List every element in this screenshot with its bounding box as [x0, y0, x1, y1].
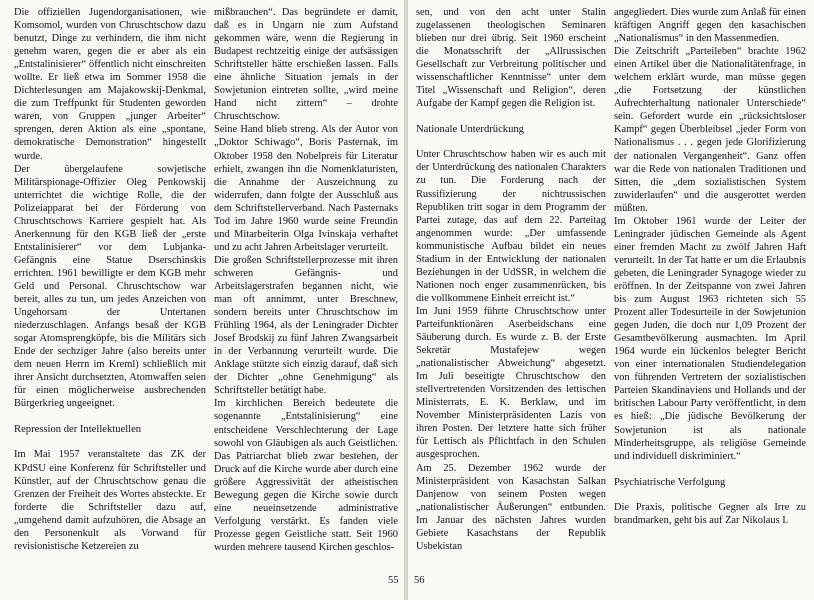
paragraph: mißbrauchen“. Das begründete er damit, daß es in Ungarn nie zum Aufstand gekommen wäre, wenn die Regierung in Budapest rechtzeitig einige der aufsässigen Schriftsteller hätte erschießen lassen. Falls eine ähnliche Situation jemals in der Sowjetunion eintreten sollte, „wird meine Hand nicht zittern“ – drohte Chruschtschow.: [214, 7, 398, 123]
paragraph: Im kirchlichen Bereich bedeutete die sogenannte „Entstalinisierung“ eine entscheidene Verschlechterung der Lage sowohl von Gläubigen als auch Geistlichen. Das Patriarchat blieb zwar bestehen, der Druck auf die Kirche wurde aber durch eine größere Aggressivität der atheistischen Bewegung gegen die Kirche sowie durch eine neueinsetzende administrative Verfolgung verstärkt. Es fanden viele Prozesse gegen Geistliche statt. Seit 1960 wurden mehrere tausend Kirchen geschlos-: [214, 398, 398, 553]
left-page-column-2: [214, 6, 398, 554]
paragraph: Seine Hand blieb streng. Als der Autor von „Doktor Schiwago“, Boris Pasternak, im Oktober 1958 den Nobelpreis für Literatur erhielt, zwangen ihn die Nomenklaturisten, die Annahme der Auszeichnung zu widerrufen, dann folgte der Ausschluß aus dem Schriftstellerverband. Nach Pasternaks Tod im Jahre 1960 wurde seine Freundin und Mitarbeiterin Olga Ivinskaja verhaftet und zu acht Jahren Arbeitslager verurteilt.: [214, 124, 398, 253]
paragraph: Im Juni 1959 führte Chruschtschow unter Parteifunktionären Aserbeidschans eine Säuberung durch. Es wurde z. B. der Erste Sekretär Mustafejew wegen „nationalistischer Abweichung“ abgesetzt. Im Juli beseitigte Chruschtschow den stellvertretenden Vorsitzenden des lettischen Ministerrats, E. K. Berklaw, und im November Ministerpräsidenten Lazis von ihren Posten. Der letztere hatte sich früher für Lettisch als Pflichtfach in den Schulen ausgesprochen.: [416, 305, 606, 461]
paragraph: Die Praxis, politische Gegner als Irre zu brandmarken, geht bis auf Zar Nikolaus I.: [614, 501, 806, 526]
section-heading: Repression der Intellektuellen: [14, 424, 142, 436]
page-number: 56: [414, 575, 425, 586]
right-page-column-2: [614, 6, 806, 527]
section-heading: Psychiatrische Verfolgung: [614, 476, 726, 488]
paragraph: Die großen Schriftstellerprozesse mit ihren schweren Gefängnis- und Arbeitslagerstrafen begannen nicht, wie man oft annimmt, unter Breschnew, sondern bereits unter Chruschtschow im Frühling 1964, als der Leningrader Dichter Josef Brodskij zu fünf Jahren Zwangsarbeit in der Verbannung verurteilt wurde. Die Anklage stützte sich einzig darauf, daß sich der Dichter „ohne Genehmigung“ als Schriftsteller betätigt habe.: [214, 254, 398, 397]
paragraph: Unter Chruschtschow haben wir es auch mit der Unterdrückung des nationalen Charakters zu tun. Die Forderung nach der Russifizierung der nichtrussischen Republiken tritt sogar in dem Programm der Partei zutage, das auf dem 22. Parteitag angenommen wurde: „Der umfassende kommunistische Aufbau bildet ein neues Stadium in der Entwicklung der nationalen Beziehungen in der UdSSR, in welchem die Nationen noch enger zusammenrücken, bis die vollkommene Einheit erreicht ist.“: [416, 149, 606, 304]
paragraph: Die Zeitschrift „Parteileben“ brachte 1962 einen Artikel über die Nationalitätenfrage, in welchem erklärt wurde, man müsse gegen „die Fortsetzung der künstlichen Aufrechterhaltung nationaler Unterschiede“ sein. Gefordert wurde ein „rücksichtsloser Kampf“ gegen Überbleibsel „jeder Form von Nationalismus . . . gegen jede Glorifizierung der nationalen Vergangenheit“. Ganz offen war die Rede von nationalen Traditionen und Sitten, die „dem sozialistischen System zuwiderlaufen“ und die ausgerottet werden müßten.: [614, 46, 806, 214]
paragraph: Der übergelaufene sowjetische Militärspionage-Offizier Oleg Penkowskij unterrichtet die wichtige Rolle, die der Polizeiapparat bei der Förderung von Chruschtschows Karriere gespielt hat. Als Anerkennung für den KGB ließ der „erste Entstalinisierer“ vor dem Lubjanka-Gefängnis eine Statue Dserschinskis errichten. 1961 bewilligte er dem KGB mehr Geld und Personal. Chruschtschow war bereit, alles zu tun, um jedes Anzeichen von Ungehorsam der Untertanen niederzuschlagen. Anfangs besaß der KGB sogar Atomsprengköpfe, bis die Militärs sich Ende der sechziger Jahre (also bereits unter dem neuen Herrn im Kreml) schließlich mit ihrer Ansicht durchsetzten, Atomwaffen seien für einen möglicherweise ausbrechenden Bürgerkrieg ungeeignet.: [14, 163, 206, 410]
paragraph: Im Oktober 1961 wurde der Leiter der Leningrader jüdischen Gemeinde als Agent einer fremden Macht zu zwölf Jahren Haft verurteilt. In der Tat hatte er um die Erlaubnis gebeten, die Leningrader Synagoge wieder zu eröffnen. In der Zeitspanne von zwei Jahren bis zum August 1963 richteten sich 55 Prozent aller Todesurteile in der Sowjetunion gegen Juden, die doch nur 1,09 Prozent der Gesamtbevölkerung ausmachten. Im April 1964 wurde ein lückenlos belegter Bericht von einer internationalen Studiendelegation von führenden Vertretern der sozialistischen Parteien Skandinaviens und Hollands und der britischen Labour Party veröffentlicht, in dem es hieß: „Die jüdische Bevölkerung der Sowjetunion ist als nationale Minderheitsgruppe, als religiöse Gemeinde und individuell diskriminiert.“: [614, 215, 806, 462]
paragraph: Im Mai 1957 veranstaltete das ZK der KPdSU eine Konferenz für Schriftsteller und Künstler, auf der Chruschtschow genau die Grenzen der Freiheit des Wortes absteckte. Er forderte die Schriftsteller dazu auf, „umgehend damit aufzuhören, die Absage an den Personenkult als Vorwand für revisionistische Ketzereien zu: [14, 449, 206, 552]
right-page-column-1: [416, 6, 606, 553]
paragraph: Die offiziellen Jugendorganisationen, wie Komsomol, wurden von Chruschtschow dazu benutzt, Dinge zu verhindern, die ihm nicht genehm waren, gegen die er aber als ein „Entstalinisierer“ öffentlich nicht einschreiten wollte. Er ließ etwa im Sommer 1958 die Dichterlesungen am Majakowskij-Denkmal, die zum Treffpunkt für Studenten geworden waren, von Gruppen „junger Arbeiter“ sprengen, deren Aktion als eine „spontane, demokratische Demonstration“ hingestellt wurde.: [14, 7, 206, 162]
left-page: [0, 0, 404, 600]
right-page: [408, 0, 814, 600]
section-heading: Nationale Unterdrückung: [416, 124, 524, 136]
paragraph: Am 25. Dezember 1962 wurde der Ministerpräsident von Kasachstan Salkan Danjenow von seinem Posten wegen „nationalistischer Äußerungen“ entbunden. Im Januar des nächsten Jahres wurden Gebiete Kasachstans der Republik Usbekistan: [416, 462, 606, 552]
paragraph: angegliedert. Dies wurde zum Anlaß für einen kräftigen Angriff gegen den kasachischen „Nationalismus“ in den Massenmedien.: [614, 7, 806, 45]
page-number: 55: [388, 575, 399, 586]
left-page-column-1: [14, 6, 206, 553]
paragraph: sen, und von den acht unter Stalin zugelassenen theologischen Seminaren blieben nur drei übrig. Seit 1960 erscheint die Monatsschrift der „Allrussischen Gesellschaft zur Verbreitung politischer und wissenschaftlicher Kenntnisse“ unter dem Titel „Wissenschaft und Religion“, deren Aufgabe der Kampf gegen die Religion ist.: [416, 7, 606, 110]
